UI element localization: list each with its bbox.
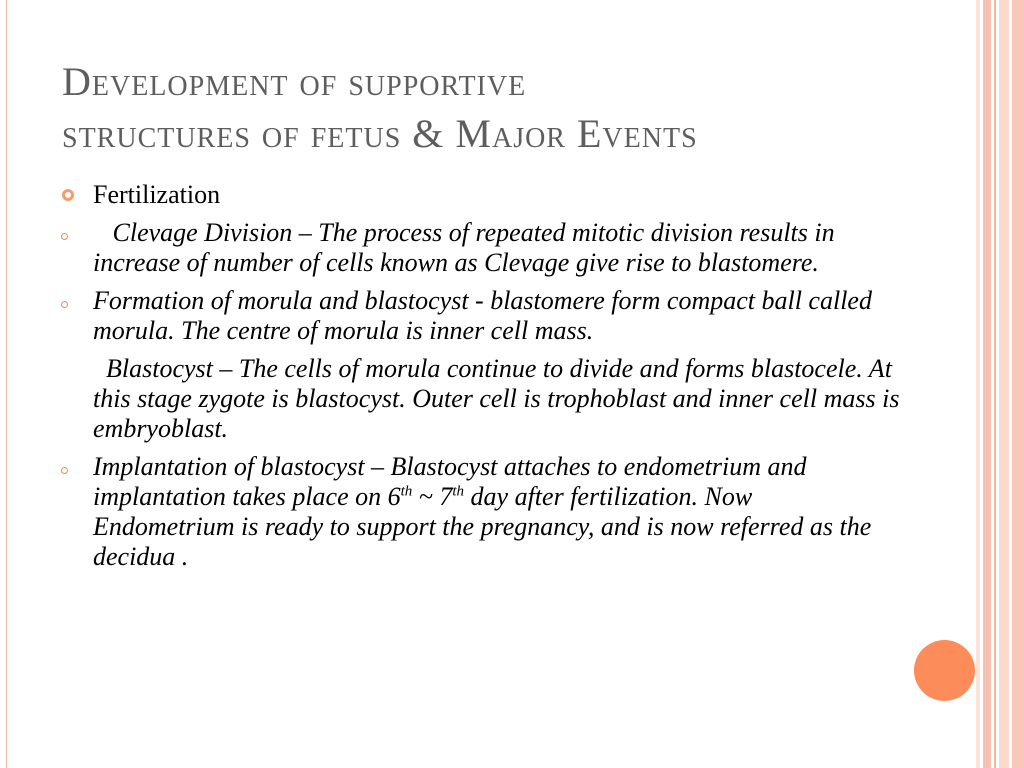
implantation-text-2: ~ 7 bbox=[412, 482, 453, 511]
title-line-1: Development of supportive bbox=[62, 59, 527, 104]
decorative-stripe bbox=[983, 0, 991, 768]
bullet-text: Clevage Division – The process of repeated mitotic division results in increase of number of cells known as Clevage give rise to blastomere. bbox=[93, 218, 835, 277]
blastocyst-paragraph: Blastocyst – The cells of morula continue to divide and forms blastocele. At this stage zygote is blastocyst. Outer cell is trophoblast and inner cell mass is embryoblast. bbox=[93, 354, 900, 443]
bullet-list bbox=[60, 180, 900, 580]
decorative-circle bbox=[914, 640, 975, 701]
implantation-text-1: Implantation of blastocyst – Blastocyst attaches to endometrium and implantation takes place on 6 bbox=[93, 452, 807, 511]
bullet-implantation bbox=[60, 452, 900, 572]
bullet-fertilization bbox=[60, 180, 900, 210]
bullet-text: Fertilization bbox=[93, 180, 221, 209]
sub-bullet-circle-icon bbox=[61, 467, 68, 474]
implantation-text-3: day after fertilization. Now Endometrium is ready to support the pregnancy, and is now referred as the decidua . bbox=[93, 482, 872, 571]
decorative-stripe bbox=[999, 0, 1009, 768]
decorative-stripe bbox=[1012, 0, 1024, 768]
sub-bullet-circle-icon bbox=[61, 301, 68, 308]
bullet-text: Formation of morula and blastocyst - blastomere form compact ball called morula. The centre of morula is inner cell mass. bbox=[93, 286, 872, 345]
bullet-ring-icon bbox=[62, 189, 74, 201]
title-line-2: structures of fetus & Major Events bbox=[62, 111, 698, 156]
bullet-morula-blastocyst bbox=[60, 286, 900, 346]
sub-bullet-circle-icon bbox=[61, 233, 68, 240]
decorative-stripe bbox=[994, 0, 996, 768]
bullet-text bbox=[93, 452, 900, 572]
left-border-line bbox=[6, 0, 7, 768]
slide-title bbox=[62, 56, 942, 160]
superscript-th: th bbox=[452, 483, 465, 500]
superscript-th: th bbox=[400, 483, 413, 500]
bullet-cleavage-division bbox=[60, 218, 900, 278]
decorative-stripe bbox=[976, 0, 980, 768]
